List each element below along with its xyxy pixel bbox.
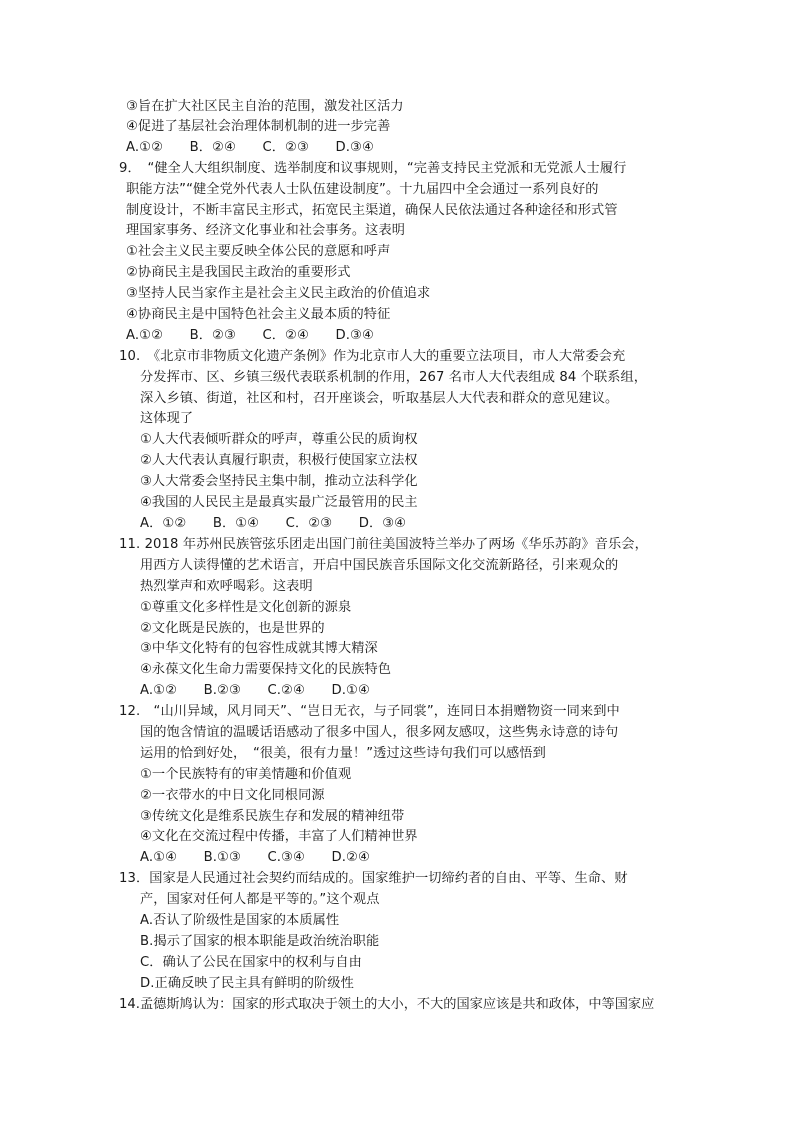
q9-option-2: ②协商民主是我国民主政治的重要形式 — [126, 265, 351, 280]
q9-stem-line-2: 职能方法”“健全党外代表人士队伍建设制度”。十九届四中全会通过一系列良好的 — [126, 182, 599, 197]
q11-option-3: ③中华文化特有的包容性成就其博大精深 — [140, 641, 378, 656]
q9-answers: A.①② B．②③ C．②④ D.③④ — [126, 328, 374, 343]
q8-option-4: ④促进了基层社会治理体制机制的进一步完善 — [126, 119, 391, 134]
q13-stem-line-1: 13．国家是人民通过社会契约而结成的。国家维护一切缔约者的自由、平等、生命、财 — [119, 871, 628, 886]
q13-option-c: C．确认了公民在国家中的权利与自由 — [140, 955, 362, 970]
q12-option-1: ①一个民族特有的审美情趣和价值观 — [140, 767, 352, 782]
q10-option-3: ③人大常委会坚持民主集中制，推动立法科学化 — [140, 474, 418, 489]
q11-answers: A.①② B.②③ C.②④ D.①④ — [140, 683, 370, 698]
q13-stem-line-2: 产，国家对任何人都是平等的。”这个观点 — [140, 892, 380, 907]
q11-option-2: ②文化既是民族的，也是世界的 — [140, 621, 325, 636]
q12-stem-line-1: 12. “山川异域，风月同天”、“岂日无衣，与子同裳”，连同日本捐赠物资一同来到中 — [119, 704, 620, 719]
q10-option-1: ①人大代表倾听群众的呼声，尊重公民的质询权 — [140, 432, 418, 447]
q10-stem-line-4: 这体现了 — [140, 411, 194, 426]
q10-answers: A．①② B．①④ C．②③ D．③④ — [140, 516, 407, 531]
q9-option-1: ①社会主义民主要反映全体公民的意愿和呼声 — [126, 244, 391, 259]
q8-answers: A.①② B．②④ C．②③ D.③④ — [126, 140, 374, 155]
q9-stem-line-4: 理国家事务、经济文化事业和社会事务。这表明 — [126, 223, 406, 238]
q11-stem-line-3: 热烈掌声和欢呼喝彩。这表明 — [140, 579, 313, 594]
q12-stem-line-3: 运用的恰到好处， “很美，很有力量！”透过这些诗句我们可以感悟到 — [140, 746, 546, 761]
q13-option-d: D.正确反映了民主具有鲜明的阶级性 — [140, 976, 354, 991]
q9-option-3: ③坚持人民当家作主是社会主义民主政治的价值追求 — [126, 286, 431, 301]
q12-stem-line-2: 国的饱含情谊的温暖话语感动了很多中国人，很多网友感叹，这些隽永诗意的诗句 — [140, 725, 619, 740]
q9-stem-line-1: 9． “健全人大组织制度、选举制度和议事规则，“完善支持民主党派和无党派人士履行 — [119, 161, 627, 176]
q8-option-3: ③旨在扩大社区民主自治的范围，激发社区活力 — [126, 99, 404, 114]
q12-option-3: ③传统文化是维系民族生存和发展的精神纽带 — [140, 809, 405, 824]
q9-option-4: ④协商民主是中国特色社会主义最本质的特征 — [126, 307, 391, 322]
q11-option-1: ①尊重文化多样性是文化创新的源泉 — [140, 600, 352, 615]
q12-option-4: ④文化在交流过程中传播，丰富了人们精神世界 — [140, 829, 418, 844]
q13-option-a: A.否认了阶级性是国家的本质属性 — [140, 913, 340, 928]
q11-stem-line-2: 用西方人读得懂的艺术语言，开启中国民族音乐国际文化交流新路径，引来观众的 — [140, 558, 619, 573]
q10-option-4: ④我国的人民民主是最真实最广泛最管用的民主 — [140, 495, 418, 510]
q10-stem-line-3: 深入乡镇、街道，社区和村，召开座谈会，听取基层人大代表和群众的意见建议。 — [140, 391, 619, 406]
q13-option-b: B.揭示了国家的根本职能是政治统治职能 — [140, 934, 380, 949]
q14-stem-line-1: 14.孟德斯鸠认为：国家的形式取决于领土的大小，不大的国家应该是共和政体，中等国家应 — [119, 997, 655, 1012]
q12-answers: A.①④ B.①③ C.③④ D.②④ — [140, 850, 370, 865]
q10-stem-line-1: 10. 《北京市非物质文化遗产条例》作为北京市人大的重要立法项目，市人大常委会充 — [119, 349, 626, 364]
q11-stem-line-1: 11. 2018 年苏州民族管弦乐团走出国门前往美国波特兰举办了两场《华乐苏韵》音乐会， — [119, 537, 648, 552]
q11-option-4: ④永葆文化生命力需要保持文化的民族特色 — [140, 662, 392, 677]
q12-option-2: ②一衣带水的中日文化同根同源 — [140, 788, 325, 803]
q10-stem-line-2: 分发挥市、区、乡镇三级代表联系机制的作用，267 名市人大代表组成 84 个联系组， — [140, 370, 648, 385]
q10-option-2: ②人大代表认真履行职责，积极行使国家立法权 — [140, 453, 418, 468]
q9-stem-line-3: 制度设计，不断丰富民主形式，拓宽民主渠道，确保人民依法通过各种途径和形式管 — [126, 203, 618, 218]
